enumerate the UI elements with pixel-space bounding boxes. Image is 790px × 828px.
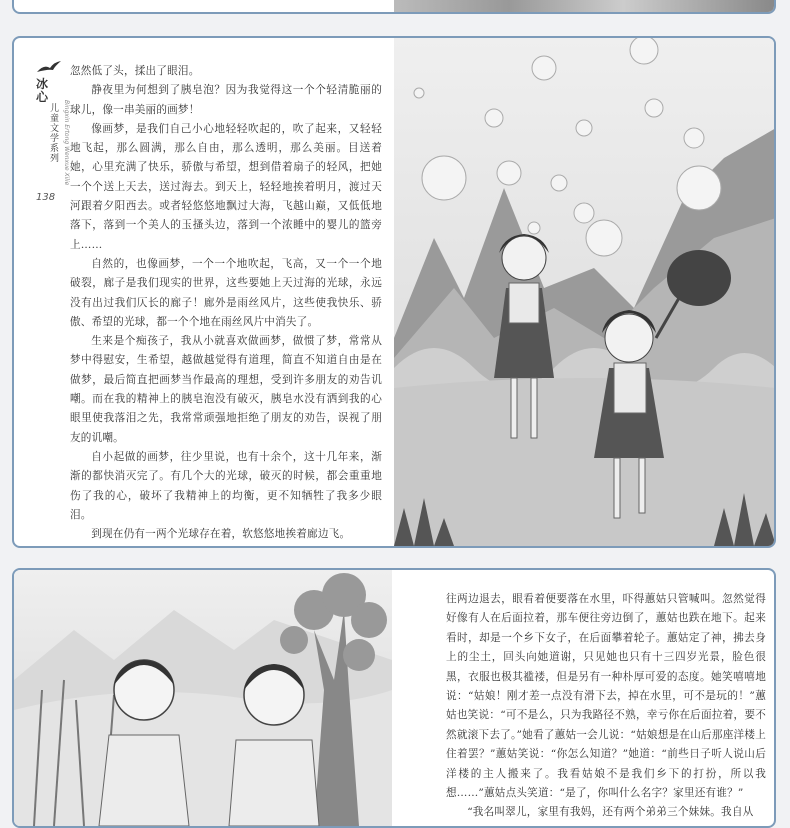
paragraph: “我名叫翠儿，家里有我妈，还有两个弟弟三个妹妹。我自从: [467, 806, 754, 819]
series-pinyin: Bingxin Ertong Wenxue Xilie: [63, 100, 70, 186]
paragraph: 静夜里为何想到了胰皂泡？因为我觉得这一个个轻清脆丽的球儿，像一串美丽的画梦！: [70, 84, 382, 116]
swallow-logo-icon: [36, 60, 62, 76]
illustration-drawing: [394, 38, 776, 546]
paragraph: 像画梦，是我们自己小心地轻轻吹起的，吹了起来，又轻轻地飞起，那么圆满，那么自由，那么透明，那么美丽。目送着她，心里充满了快乐，骄傲与希望，想到借着扇子的轻风，把她一个个送上天去，送过海去。到天上，轻轻地挨着明月，渡过天河跟着夕阳西去。或者轻悠悠地飘过大海，飞越山巅，又低低地落下，落到一个美人的玉搔头边，落到一个浓睡中的婴儿的篮旁上……: [70, 122, 382, 251]
paragraph: 到现在仍有一两个光球存在着，软悠悠地挨着廊边飞。: [91, 528, 351, 541]
paragraph: 往两边退去，眼看着便要落在水里，吓得蕙姑只管喊叫。忽然觉得好像有人在后面拉着，那车便往旁边倒了，蕙姑也跌在地下。起来看时，却是一个乡下女子，在后面攀着轮子。蕙姑定了神，拂去身上的尘土，回头向她道谢，只见她也只有十三四岁光景，脸色很黑，衣服也极其褴褛，但是另有一种朴厚可爱的态度。她笑嘻嘻地说：“姑娘！刚才差一点没有滑下去，掉在水里，可不是玩的！”蕙姑也笑说：“可不是么，只为我路径不熟，幸亏你在后面拉着，要不然就滚下去了。”她看了蕙姑一会儿说：“姑娘想是在山后那座洋楼上住着罢？”蕙姑笑说：“你怎么知道？”她道：“前些日子听人说山后洋楼的主人搬来了。我看姑娘不是我们乡下的打扮，所以我想……”蕙姑点头笑道：“是了，你叫什么名字？家里还有谁？”: [446, 593, 766, 800]
page-138-card: [12, 36, 776, 548]
paragraph: 忽然低了头，揉出了眼泪。: [70, 65, 200, 77]
middle-page-text: [70, 62, 382, 544]
bottom-page-text: [446, 590, 766, 823]
next-page-card: [12, 568, 776, 828]
two-girls-illustration: [14, 570, 392, 826]
illustration-drawing: [14, 570, 392, 826]
series-name: 儿童文学系列: [50, 104, 60, 164]
previous-page-card: [12, 0, 776, 14]
bubble-girls-illustration: [394, 38, 776, 546]
previous-page-illustration: [394, 0, 776, 12]
paragraph: 生来是个痴孩子，我从小就喜欢做画梦，做惯了梦，常常从梦中得慰安，生希望，越做越觉得有道理，简直不知道自由是在做梦，最后简直把画梦当作最高的理想，受到许多朋友的劝告讥嘲。而在我的精神上的胰皂泡没有破灭，胰皂水没有洒到我的心眼里使我落泪之先，我常常顽强地拒绝了朋友的劝告，误视了朋友的讥嘲。: [70, 335, 382, 444]
page-number: 138: [36, 192, 56, 203]
logo-title: 冰心: [36, 77, 49, 104]
paragraph: 自小起做的画梦，往少里说，也有十余个，这十几年来，渐渐的都快消灭完了。有几个大的光球，破灭的时候，都会重重地伤了我的心，破坏了我精神上的均衡，更不知牺牲了我多少眼泪。: [70, 450, 382, 521]
paragraph: 自然的，也像画梦，一个一个地吹起，飞高，又一个一个地破裂，廊子是我们现实的世界，这些要她上天过海的光球，永远没有出过我们仄长的廊子！廊外是雨丝风片，这些使我快乐、骄傲、希望的光球，都一个个地在雨丝风片中消失了。: [70, 257, 382, 328]
